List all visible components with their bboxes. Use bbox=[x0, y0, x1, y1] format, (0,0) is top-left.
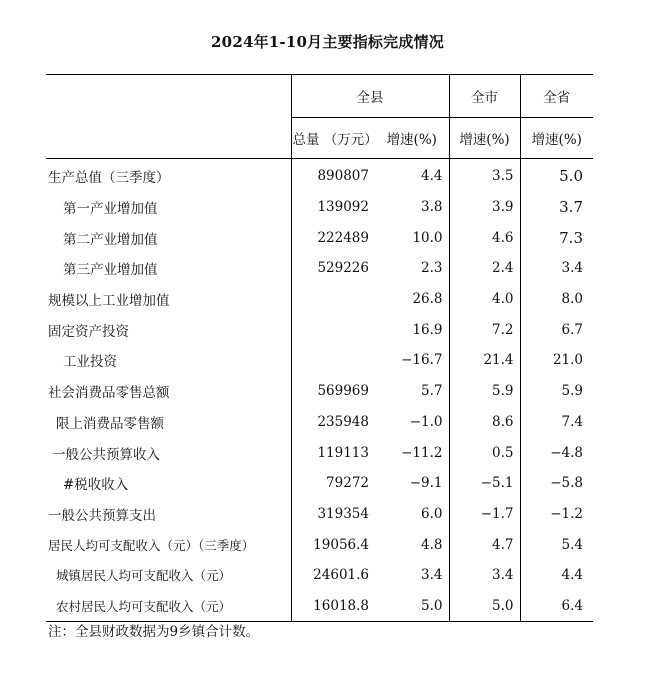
table-row bbox=[46, 468, 593, 499]
row-growth-county: 2.3 bbox=[421, 260, 443, 277]
table-row bbox=[46, 529, 593, 560]
row-label: 生产总值（三季度） bbox=[48, 170, 170, 187]
row-growth-province: −4.8 bbox=[520, 437, 593, 468]
header-growth-province: 增速(%) bbox=[520, 118, 593, 159]
row-label: 城镇居民人均可支配收入（元） bbox=[56, 568, 232, 584]
row-growth-city: 5.0 bbox=[449, 591, 520, 622]
row-growth-county: 4.8 bbox=[421, 536, 443, 553]
row-total: 119113 bbox=[291, 437, 375, 468]
row-total: 319354 bbox=[291, 499, 375, 530]
row-total bbox=[291, 284, 375, 315]
row-growth-province: 5.9 bbox=[520, 376, 593, 407]
row-label: 第一产业增加值 bbox=[63, 201, 158, 218]
row-label: 第二产业增加值 bbox=[63, 231, 158, 248]
table-row bbox=[46, 345, 593, 376]
header-growth-city: 增速(%) bbox=[449, 118, 520, 159]
table-row bbox=[46, 499, 593, 530]
row-label: 社会消费品零售总额 bbox=[48, 385, 170, 402]
table-row bbox=[46, 314, 593, 345]
row-total: 222489 bbox=[291, 222, 375, 253]
row-growth-province: 21.0 bbox=[520, 345, 593, 376]
row-growth-province: −1.2 bbox=[520, 499, 593, 530]
indicators-table bbox=[46, 74, 593, 622]
header-province: 全省 bbox=[520, 75, 593, 118]
row-growth-county: 3.8 bbox=[421, 199, 443, 216]
table-row bbox=[46, 222, 593, 253]
row-growth-county: 5.0 bbox=[375, 591, 449, 622]
row-total: 235948 bbox=[291, 407, 375, 438]
row-growth-county: 6.0 bbox=[421, 505, 443, 522]
row-growth-county: 3.4 bbox=[421, 567, 443, 584]
row-growth-county: −1.0 bbox=[409, 413, 443, 430]
row-growth-province: 5.4 bbox=[520, 529, 593, 560]
row-growth-county: −16.7 bbox=[401, 352, 443, 369]
table-row bbox=[46, 159, 593, 192]
row-growth-county: 4.4 bbox=[421, 168, 443, 185]
header-total: 总量 （万元） bbox=[291, 118, 375, 159]
row-growth-province: −5.8 bbox=[520, 468, 593, 499]
row-label: 一般公共预算支出 bbox=[48, 507, 156, 524]
row-total: 139092 bbox=[291, 192, 375, 223]
row-growth-province: 6.7 bbox=[520, 314, 593, 345]
row-growth-city: 8.6 bbox=[449, 407, 520, 438]
row-growth-county: 5.7 bbox=[421, 383, 443, 400]
row-growth-city: 4.6 bbox=[449, 222, 520, 253]
indicator-header-cell bbox=[46, 75, 291, 159]
footnote: 注：全县财政数据为9乡镇合计数。 bbox=[48, 624, 260, 640]
row-growth-city: 3.9 bbox=[449, 192, 520, 223]
row-total: 529226 bbox=[291, 253, 375, 284]
row-growth-county: 10.0 bbox=[412, 229, 443, 246]
row-total bbox=[291, 345, 375, 376]
row-total: 569969 bbox=[291, 376, 375, 407]
row-growth-county: −9.1 bbox=[409, 475, 443, 492]
row-total bbox=[291, 314, 375, 345]
row-label: 固定资产投资 bbox=[48, 323, 129, 340]
row-growth-city: 3.4 bbox=[449, 560, 520, 591]
row-label: 工业投资 bbox=[63, 354, 117, 371]
row-total: 24601.6 bbox=[291, 560, 375, 591]
row-label: 一般公共预算收入 bbox=[52, 446, 160, 463]
row-total: 16018.8 bbox=[291, 591, 375, 622]
row-growth-county: 26.8 bbox=[412, 291, 443, 308]
row-label: 居民人均可支配收入（元）（三季度） bbox=[48, 537, 255, 553]
table-row bbox=[46, 284, 593, 315]
table-row bbox=[46, 591, 593, 622]
table-row bbox=[46, 560, 593, 591]
row-label: 限上消费品零售额 bbox=[56, 415, 164, 432]
header-city: 全市 bbox=[449, 75, 520, 118]
row-label: 农村居民人均可支配收入（元） bbox=[46, 591, 291, 622]
row-growth-province: 6.4 bbox=[520, 591, 593, 622]
row-total: 890807 bbox=[291, 159, 375, 192]
row-growth-province: 3.4 bbox=[520, 253, 593, 284]
row-growth-city: 5.9 bbox=[449, 376, 520, 407]
row-growth-city: −5.1 bbox=[449, 468, 520, 499]
row-total: 19056.4 bbox=[291, 529, 375, 560]
table-row bbox=[46, 437, 593, 468]
row-growth-province: 4.4 bbox=[520, 560, 593, 591]
table-row bbox=[46, 192, 593, 223]
row-growth-city: 0.5 bbox=[449, 437, 520, 468]
row-growth-county: −11.2 bbox=[401, 444, 443, 461]
row-growth-province: 7.3 bbox=[520, 222, 593, 253]
table-row bbox=[46, 253, 593, 284]
row-total: 79272 bbox=[291, 468, 375, 499]
header-growth-county: 增速(%) bbox=[375, 118, 449, 159]
row-growth-province: 8.0 bbox=[520, 284, 593, 315]
row-growth-province: 5.0 bbox=[520, 159, 593, 192]
row-label: 规模以上工业增加值 bbox=[48, 293, 170, 310]
row-growth-city: −1.7 bbox=[449, 499, 520, 530]
row-growth-city: 4.7 bbox=[449, 529, 520, 560]
table-row bbox=[46, 407, 593, 438]
row-label: #税收收入 bbox=[63, 477, 129, 494]
row-growth-province: 3.7 bbox=[520, 192, 593, 223]
row-growth-city: 21.4 bbox=[449, 345, 520, 376]
header-county: 全县 bbox=[291, 75, 449, 118]
row-label: 第三产业增加值 bbox=[63, 262, 158, 279]
table-row bbox=[46, 376, 593, 407]
row-growth-city: 4.0 bbox=[449, 284, 520, 315]
row-growth-province: 7.4 bbox=[520, 407, 593, 438]
row-growth-city: 2.4 bbox=[449, 253, 520, 284]
row-growth-county: 16.9 bbox=[412, 321, 443, 338]
row-growth-city: 3.5 bbox=[449, 159, 520, 192]
row-growth-city: 7.2 bbox=[449, 314, 520, 345]
page-title: 2024年1-10月主要指标完成情况 bbox=[211, 33, 444, 51]
